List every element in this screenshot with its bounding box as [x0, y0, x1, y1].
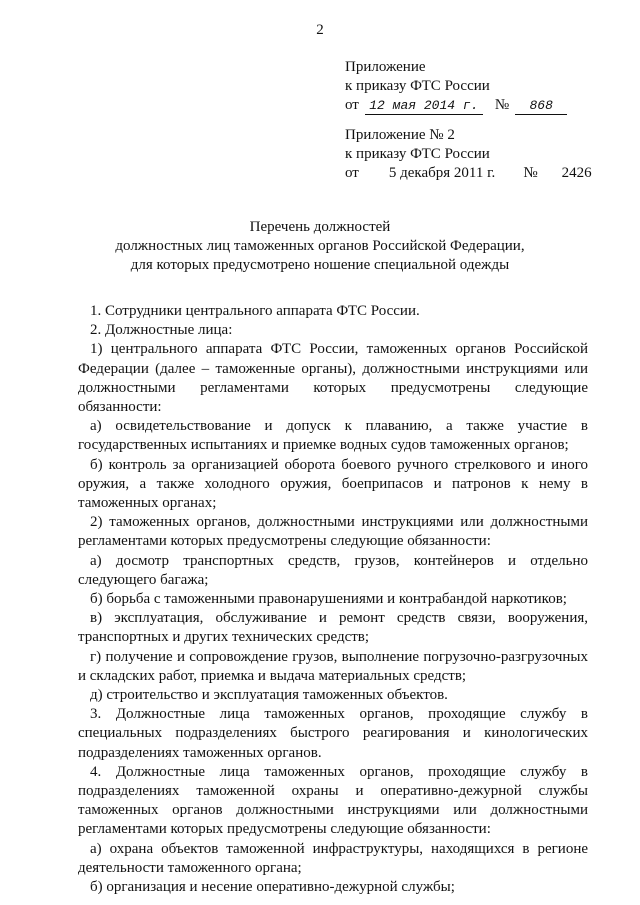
paragraph: а) досмотр транспортных средств, грузов, контейнеров и отдельно следующего багажа; — [78, 552, 588, 588]
paragraph: 1. Сотрудники центрального аппарата ФТС России. — [90, 303, 420, 319]
appendix-order-ref: к приказу ФТС России — [345, 146, 490, 162]
paragraph: б) контроль за организацией оборота боевого ручного стрелкового и иного оружия, а также холодного оружия, боеприпасов и патронов к нему в таможенных органах; — [78, 456, 588, 512]
document-title — [0, 218, 640, 275]
paragraph: 1) центрального аппарата ФТС России, таможенных органов Российской Федерации (далее – таможенные органы), должностными инструкциями или должностными регламентами которых предусмотрены следующие обязанности: — [78, 341, 588, 416]
title-line-1: Перечень должностей — [249, 219, 391, 235]
number-value: 2426 — [561, 165, 592, 181]
paragraph: в) эксплуатация, обслуживание и ремонт средств связи, вооружения, транспортных и других технических средств; — [78, 610, 588, 646]
paragraph: а) охрана объектов таможенной инфраструктуры, находящихся в регионе деятельности таможенного органа; — [78, 840, 588, 876]
paragraph: д) строительство и эксплуатация таможенных объектов. — [90, 687, 448, 704]
paragraph: 2. Должностные лица: — [90, 322, 233, 339]
number-field: 868 — [515, 98, 567, 115]
date-label: от — [345, 97, 359, 113]
appendix-stamp-original — [345, 126, 592, 183]
document-body — [78, 302, 588, 897]
appendix-stamp-current — [345, 58, 567, 115]
title-line-2: должностных лиц таможенных органов Российской Федерации, — [115, 238, 525, 254]
appendix-date-line — [345, 96, 567, 115]
number-label: № — [494, 97, 510, 113]
paragraph: 4. Должностные лица таможенных органов, проходящие службу в подразделениях таможенной охраны и оперативно-дежурной службы таможенных органов должностными инструкциями или должностными регламентами которых предусмотрены следующие обязанности: — [78, 763, 588, 838]
appendix-title: Приложение № 2 — [345, 127, 455, 143]
title-line-3: для которых предусмотрено ношение специальной одежды — [130, 257, 510, 273]
page-number: 2 — [316, 22, 324, 38]
paragraph: а) освидетельствование и допуск к плаванию, а также участие в государственных испытаниях и приемке водных судов таможенных органов; — [78, 418, 588, 454]
paragraph: 2) таможенных органов, должностными инструкциями или должностными регламентами которых предусмотрены следующие обязанности: — [78, 514, 588, 550]
date-value: 5 декабря 2011 г. — [388, 165, 496, 181]
date-field: 12 мая 2014 г. — [365, 98, 483, 115]
paragraph: б) борьба с таможенными правонарушениями и контрабандой наркотиков; — [90, 591, 567, 608]
appendix-title: Приложение — [345, 59, 426, 75]
paragraph: г) получение и сопровождение грузов, выполнение погрузочно-разгрузочных и складских работ, приемка и выдача материальных средств; — [78, 648, 588, 684]
paragraph: 3. Должностные лица таможенных органов, проходящие службу в специальных подразделениях быстрого реагирования и кинологических подразделениях таможенных органов. — [78, 706, 588, 761]
appendix-date-line — [345, 164, 592, 183]
paragraph: б) организация и несение оперативно-дежурной службы; — [90, 879, 455, 896]
appendix-order-ref: к приказу ФТС России — [345, 78, 490, 94]
date-label: от — [345, 165, 359, 181]
number-label: № — [523, 165, 538, 181]
